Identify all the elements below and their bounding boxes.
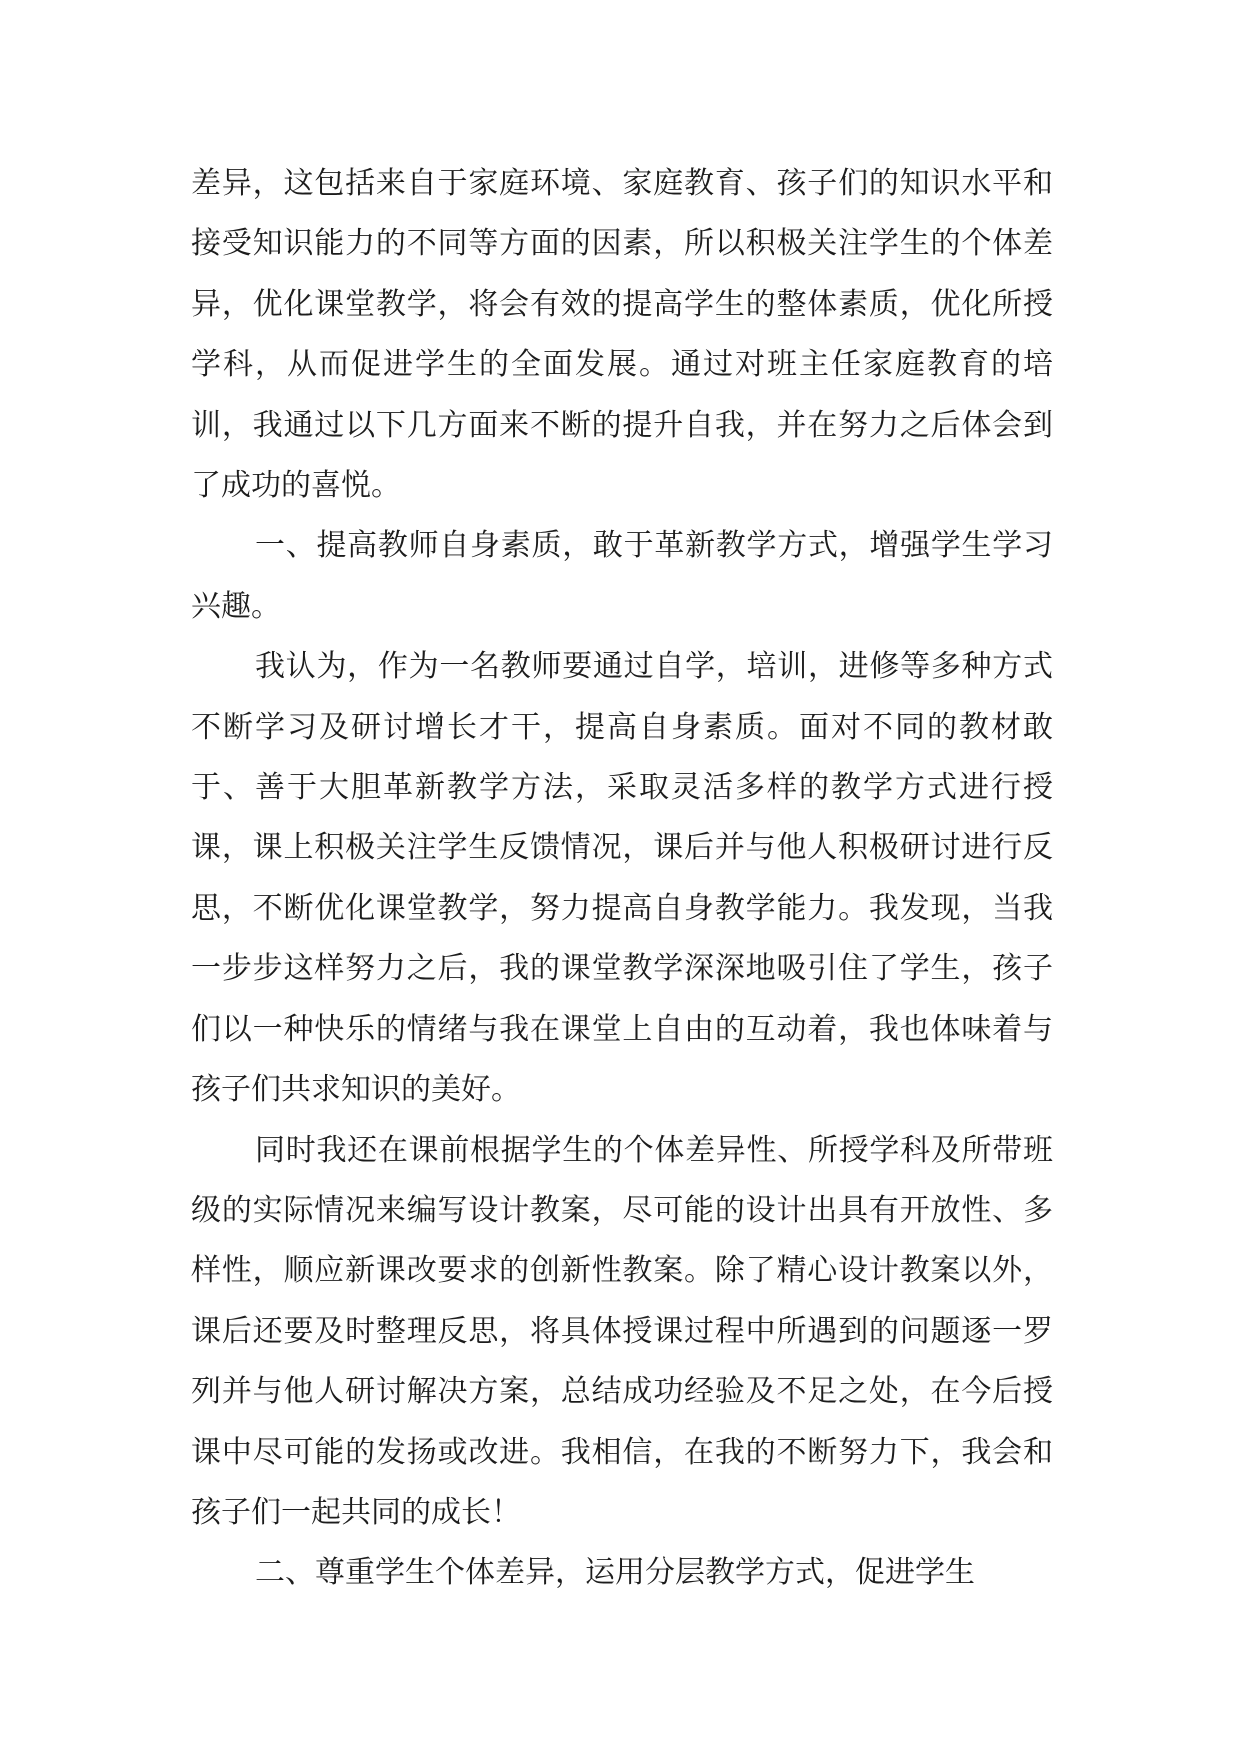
section-heading-1: 一、提高教师自身素质，敢于革新教学方式，增强学生学习兴趣。 — [191, 528, 1053, 624]
paragraph-3: 同时我还在课前根据学生的个体差异性、所授学科及所带班级的实际情况来编写设计教案，尽可能的设计出具有开放性、多样性，顺应新课改要求的创新性教案。除了精心设计教案以外，课后还要及时整理反思，将具体授课过程中所遇到的问题逐一罗列并与他人研讨解决方案，总结成功经验及不足之处，在今后授课中尽可能的发扬或改进。我相信，在我的不断努力下，我会和孩子们一起共同的成长！ — [191, 1132, 1053, 1530]
section-heading-2: 二、尊重学生个体差异，运用分层教学方式，促进学生 — [255, 1555, 975, 1591]
paragraph-2: 我认为，作为一名教师要通过自学，培训，进修等多种方式不断学习及研讨增长才干，提高自身素质。面对不同的教材敢于、善于大胆革新教学方法，采取灵活多样的教学方式进行授课，课上积极关注学生反馈情况，课后并与他人积极研讨进行反思，不断优化课堂教学，努力提高自身教学能力。我发现，当我一步步这样努力之后，我的课堂教学深深地吸引住了学生，孩子们以一种快乐的情绪与我在课堂上自由的互动着，我也体味着与孩子们共求知识的美好。 — [191, 649, 1053, 1108]
body-text — [191, 154, 1053, 1604]
paragraph-1: 差异，这包括来自于家庭环境、家庭教育、孩子们的知识水平和接受知识能力的不同等方面的因素，所以积极关注学生的个体差异，优化课堂教学，将会有效的提高学生的整体素质，优化所授学科，从而促进学生的全面发展。通过对班主任家庭教育的培训，我通过以下几方面来不断的提升自我，并在努力之后体会到了成功的喜悦。 — [191, 166, 1053, 504]
